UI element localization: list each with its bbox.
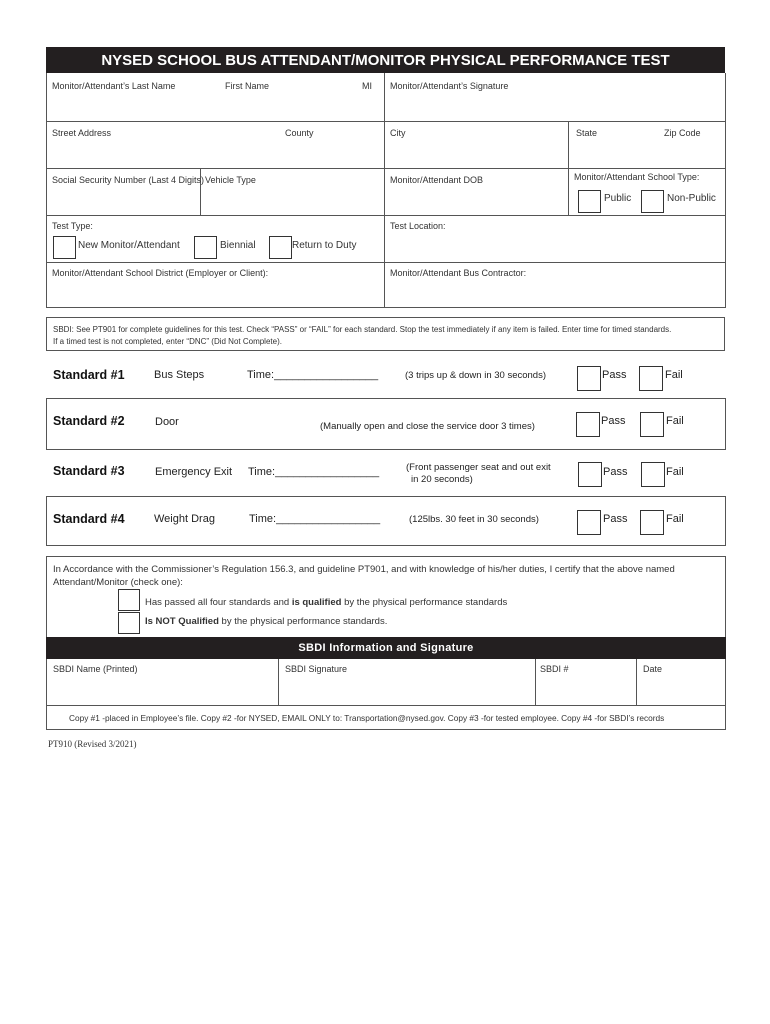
school-type-label: Monitor/Attendant School Type:: [574, 172, 700, 182]
time-field[interactable]: Time:_________________: [248, 466, 380, 478]
signature-label: Monitor/Attendant’s Signature: [390, 81, 509, 91]
certification-line2: Attendant/Monitor (check one):: [53, 577, 183, 588]
pass-label: Pass: [603, 513, 628, 525]
standard-description: (3 trips up & down in 30 seconds): [405, 370, 546, 381]
pass-label: Pass: [603, 466, 628, 478]
instructions-line2: If a timed test is not completed, enter “DNC” (Did Not Complete).: [53, 337, 282, 346]
pass-checkbox[interactable]: [576, 412, 600, 437]
standard-name: Door: [155, 416, 179, 428]
form-title: NYSED SCHOOL BUS ATTENDANT/MONITOR PHYSICAL PERFORMANCE TEST: [46, 47, 725, 73]
qualified-post: by the physical performance standards: [341, 597, 508, 608]
sbdi-signature-label: SBDI Signature: [285, 664, 348, 674]
standard-description-cont: in 20 seconds): [411, 474, 473, 485]
fail-checkbox[interactable]: [640, 510, 664, 535]
mi-label: MI: [362, 81, 372, 91]
standard-label: Standard #3: [53, 464, 125, 478]
pass-checkbox[interactable]: [577, 366, 601, 391]
not-qualified-bold: Is NOT Qualified: [145, 616, 219, 627]
non-public-checkbox[interactable]: [641, 190, 664, 213]
qualified-pre: Has passed all four standards and: [145, 597, 292, 608]
form-number: PT910 (Revised 3/2021): [48, 739, 137, 749]
first-name-label: First Name: [225, 81, 270, 91]
contractor-label: Monitor/Attendant Bus Contractor:: [390, 268, 527, 278]
fail-label: Fail: [666, 415, 684, 427]
pass-label: Pass: [601, 415, 626, 427]
biennial-checkbox[interactable]: [194, 236, 217, 259]
copies-distribution: Copy #1 -placed in Employee’s file. Copy #2 -for NYSED, EMAIL ONLY to: Transportation@nysed.gov. Copy #3 -for tested employee. Copy #4 -for SBDI’s records: [69, 713, 665, 723]
fail-label: Fail: [665, 369, 683, 381]
standard-name: Weight Drag: [154, 513, 215, 525]
time-field[interactable]: Time:_________________: [247, 369, 379, 381]
biennial-label: Biennial: [220, 240, 256, 251]
fail-label: Fail: [666, 466, 684, 478]
certification-line1: In Accordance with the Commissioner’s Regulation 156.3, and guideline PT901, and with knowledge of his/her duties, I certify that the above named: [53, 564, 675, 575]
county-label: County: [285, 128, 314, 138]
sbdi-number-label: SBDI #: [540, 664, 569, 674]
qualified-checkbox[interactable]: [118, 589, 140, 611]
pass-checkbox[interactable]: [578, 462, 602, 487]
instructions-line1: SBDI: See PT901 for complete guidelines for this test. Check “PASS” or “FAIL” for each standard. Stop the test immediately if any item is failed. Enter time for timed standards.: [53, 325, 672, 334]
city-label: City: [390, 128, 406, 138]
not-qualified-checkbox[interactable]: [118, 612, 140, 634]
standard-label: Standard #1: [53, 368, 125, 382]
last-name-label: Monitor/Attendant’s Last Name: [52, 81, 176, 91]
street-label: Street Address: [52, 128, 112, 138]
standard-name: Emergency Exit: [155, 466, 233, 478]
pass-checkbox[interactable]: [577, 510, 601, 535]
fail-checkbox[interactable]: [639, 366, 663, 391]
standard-label: Standard #4: [53, 512, 125, 526]
standard-description: (125lbs. 30 feet in 30 seconds): [409, 514, 539, 525]
new-monitor-checkbox[interactable]: [53, 236, 76, 259]
fail-checkbox[interactable]: [640, 412, 664, 437]
return-to-duty-label: Return to Duty: [292, 240, 357, 251]
public-label: Public: [604, 193, 632, 204]
test-location-label: Test Location:: [390, 221, 446, 231]
time-field[interactable]: Time:_________________: [249, 513, 381, 525]
ssn-label: Social Security Number (Last 4 Digits): [52, 175, 205, 185]
test-type-label: Test Type:: [52, 221, 93, 231]
sbdi-header: SBDI Information and Signature: [46, 637, 726, 659]
not-qualified-post: by the physical performance standards.: [218, 616, 388, 627]
not-qualified-option: [145, 616, 387, 627]
sbdi-date-label: Date: [643, 664, 663, 674]
non-public-label: Non-Public: [667, 193, 716, 204]
fail-checkbox[interactable]: [641, 462, 665, 487]
pass-label: Pass: [602, 369, 627, 381]
qualified-bold: is qualified: [291, 597, 342, 608]
return-to-duty-checkbox[interactable]: [269, 236, 292, 259]
dob-label: Monitor/Attendant DOB: [390, 175, 484, 185]
fail-label: Fail: [666, 513, 684, 525]
district-label: Monitor/Attendant School District (Employer or Client):: [52, 268, 269, 278]
standard-description: (Front passenger seat and out exit: [406, 462, 551, 473]
standard-name: Bus Steps: [154, 369, 205, 381]
zip-label: Zip Code: [664, 128, 701, 138]
standard-label: Standard #2: [53, 414, 125, 428]
qualified-option: [145, 597, 507, 608]
sbdi-name-label: SBDI Name (Printed): [53, 664, 138, 674]
new-monitor-label: New Monitor/Attendant: [78, 240, 180, 251]
vehicle-label: Vehicle Type: [205, 175, 256, 185]
public-checkbox[interactable]: [578, 190, 601, 213]
state-label: State: [576, 128, 598, 138]
standard-description: (Manually open and close the service door 3 times): [320, 421, 535, 432]
